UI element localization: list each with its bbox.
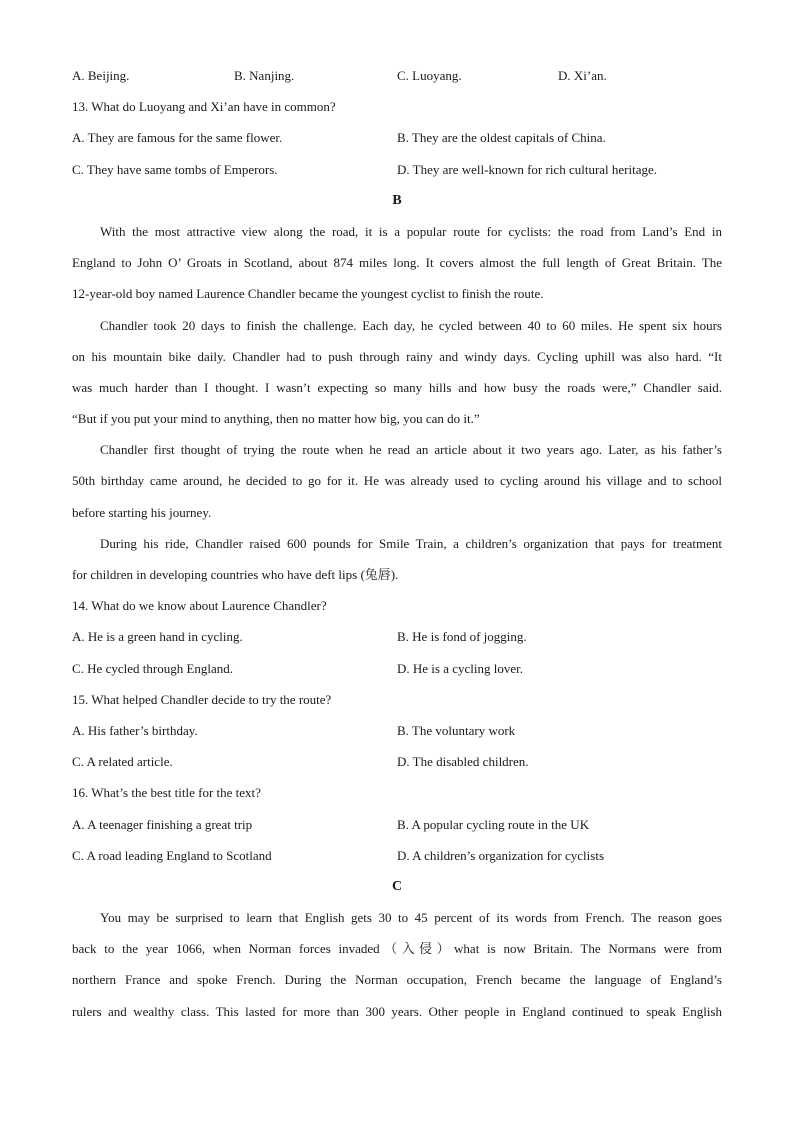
passage-line: for children in developing countries who have deft lips (兔唇).: [72, 567, 399, 582]
q12-options: [72, 60, 722, 91]
q13-option-b: B. They are the oldest capitals of China.: [397, 130, 606, 146]
section-b-heading: B: [392, 192, 402, 208]
q15-options-row2: [72, 746, 722, 777]
q13-option-a: A. They are famous for the same flower.: [72, 130, 283, 146]
exam-page: [72, 60, 722, 1027]
q13-option-c: C. They have same tombs of Emperors.: [72, 161, 278, 177]
passage-line: back to the year 1066, when Norman forces invaded（入侵）what is now Britain. The Normans were from: [72, 941, 722, 957]
q14-question: 14. What do we know about Laurence Chandler?: [72, 598, 327, 614]
passage-line: northern France and spoke French. During the Norman occupation, French became the language of England’s: [72, 972, 722, 988]
q16-option-a: A. A teenager finishing a great trip: [72, 816, 253, 832]
passage-line: With the most attractive view along the road, it is a popular route for cyclists: the road from Land’s End in: [100, 223, 722, 239]
q14-options-row2: [72, 653, 722, 684]
q16-question: 16. What’s the best title for the text?: [72, 785, 261, 801]
section-c-heading: C: [391, 878, 403, 894]
q13-options-row2: [72, 154, 722, 185]
q14-option-d: D. He is a cycling lover.: [397, 660, 523, 676]
q14-option-a: A. He is a green hand in cycling.: [72, 629, 243, 645]
q16-options-row1: [72, 809, 722, 840]
q12-option-c: C. Luoyang.: [397, 68, 462, 83]
q15-options-row1: [72, 715, 722, 746]
q15-question: 15. What helped Chandler decide to try the route?: [72, 691, 332, 707]
q12-option-b: B. Nanjing.: [234, 68, 295, 83]
q14-option-b: B. He is fond of jogging.: [397, 629, 527, 645]
q15-option-c: C. A related article.: [72, 754, 173, 770]
section-b-passage: [72, 216, 722, 590]
passage-line: You may be surprised to learn that English gets 30 to 45 percent of its words from French. The reason goes: [100, 910, 722, 926]
q15-option-b: B. The voluntary work: [397, 722, 516, 738]
q12-option-a: A. Beijing.: [72, 68, 130, 83]
passage-line: on his mountain bike daily. Chandler had to push through rainy and windy days. Cycling uphill was also hard. “It: [72, 348, 722, 364]
section-c-passage: [72, 902, 722, 1027]
passage-line: Chandler took 20 days to finish the challenge. Each day, he cycled between 40 to 60 miles. He spent six hours: [100, 317, 722, 333]
passage-line: England to John O’ Groats in Scotland, about 874 miles long. It covers almost the full length of Great Britain. The: [72, 255, 722, 271]
q16-option-c: C. A road leading England to Scotland: [72, 847, 272, 863]
q13-question: 13. What do Luoyang and Xi’an have in common?: [72, 99, 336, 115]
passage-line: before starting his journey.: [72, 504, 212, 520]
q12-option-d: D. Xi’an.: [558, 68, 607, 83]
q13-option-d: D. They are well-known for rich cultural heritage.: [397, 161, 658, 177]
q15-option-a: A. His father’s birthday.: [72, 722, 198, 738]
q14-option-c: C. He cycled through England.: [72, 660, 234, 676]
q14-options-row1: [72, 621, 722, 652]
q15-option-d: D. The disabled children.: [397, 754, 529, 770]
passage-line: “But if you put your mind to anything, then no matter how big, you can do it.”: [72, 411, 480, 427]
q16-option-b: B. A popular cycling route in the UK: [397, 816, 590, 832]
q16-option-d: D. A children’s organization for cyclists: [397, 847, 604, 863]
passage-line: was much harder than I thought. I wasn’t expecting so many hills and how busy the roads were,” Chandler said.: [72, 379, 722, 395]
q13-options-row1: [72, 122, 722, 153]
passage-line: rulers and wealthy class. This lasted for more than 300 years. Other people in England continued to speak English: [72, 1003, 722, 1019]
passage-line: During his ride, Chandler raised 600 pounds for Smile Train, a children’s organization that pays for treatment: [100, 535, 722, 551]
q16-options-row2: [72, 840, 722, 871]
passage-line: Chandler first thought of trying the route when he read an article about it two years ago. Later, as his father’s: [100, 442, 722, 458]
passage-line: 12-year-old boy named Laurence Chandler became the youngest cyclist to finish the route.: [72, 286, 544, 302]
passage-line: 50th birthday came around, he decided to go for it. He was already used to cycling around his village and to school: [72, 473, 722, 489]
